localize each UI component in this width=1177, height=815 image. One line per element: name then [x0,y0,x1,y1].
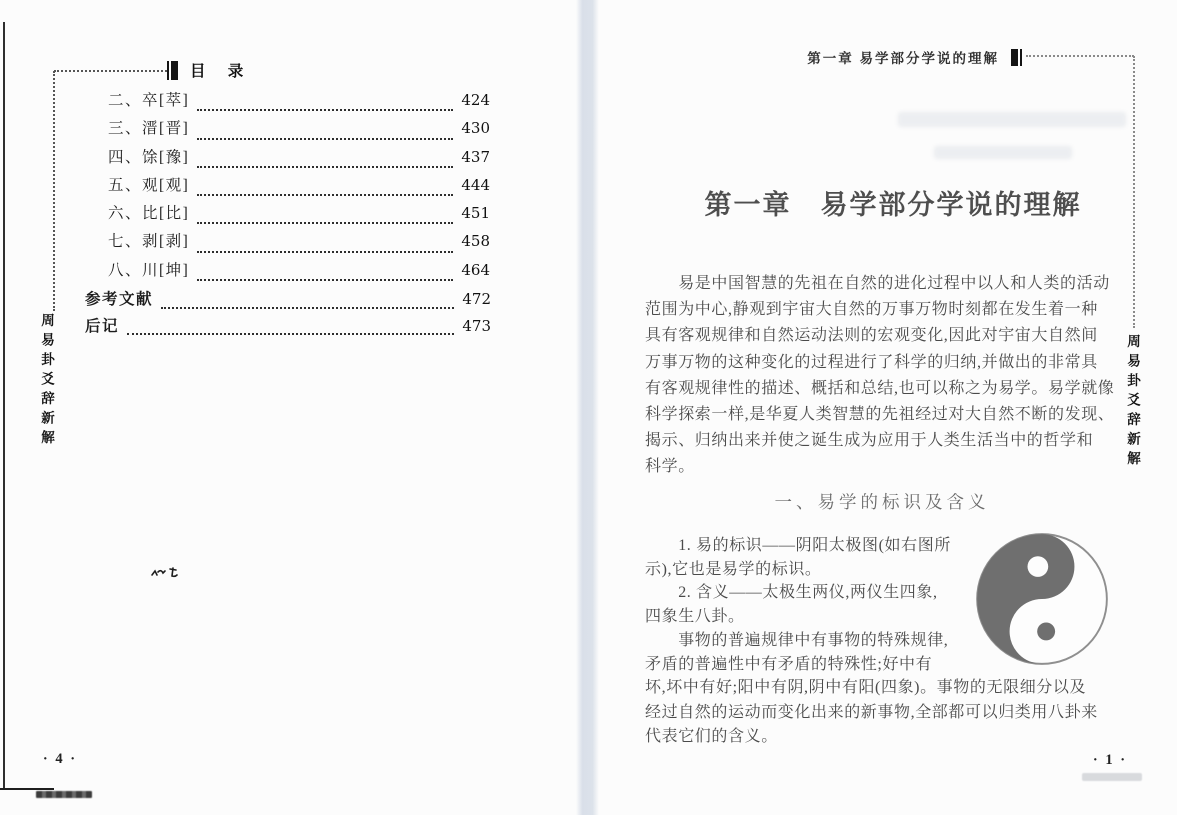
toc-entry-label: 后记 [85,317,120,335]
toc-entry-page: 430 [461,119,490,138]
body-text-line: 揭示、归纳出来并使之诞生成为应用于人类生活当中的哲学和 [645,432,1094,450]
toc-title: 目 录 [190,63,253,80]
body-text-line: 具有客观规律和自然运动法则的宏观变化,因此对宇宙大自然间 [645,327,1098,345]
dot-leader [161,307,454,309]
scan-edge-line [3,22,5,789]
header-bar-icon [1011,49,1018,66]
toc-entry-page: 464 [461,260,490,279]
dotted-rule-horizontal [1026,55,1134,57]
toc-entry-page: 437 [461,147,490,166]
toc-entry-label: 五、观[观] [108,176,190,194]
dot-leader [197,222,453,224]
toc-entry-page: 451 [461,204,490,223]
spine-book-title: 周易卦爻辞新解 [1125,334,1140,471]
body-text-line: 有客观规律性的描述、概括和总结,也可以称之为易学。易学就像 [645,379,1115,397]
toc-entry-page: 473 [462,316,491,335]
body-text-line: 坏,坏中有好;阳中有阴,阴中有阳(四象)。事物的无限细分以及 [645,679,1087,696]
scan-edge-line-bottom [0,788,54,790]
toc-entry [85,314,491,341]
dot-leader [197,194,453,196]
body-text-line: 2. 含义——太极生两仪,两仪生四象, [645,584,938,602]
body-text-line: 范围为中心,静观到宇宙大自然的万事万物时刻都在发生着一种 [645,301,1098,319]
bleedthrough-text-ghost [898,112,1126,127]
section-heading: 一、易学的标识及含义 [774,492,990,512]
running-header [700,47,1022,67]
toc-entry-page: 458 [461,232,490,251]
scan-smudge-right [1082,773,1142,781]
toc-entry [108,229,490,257]
chapter-title: 第一章 易学部分学说的理解 [704,190,1082,220]
toc-entry [108,88,490,116]
body-text-line: 四象生八卦。 [645,608,745,626]
toc-entry-label: 参考文献 [85,291,154,308]
toc-entry-page: 444 [461,175,490,194]
page-gutter-shadow [576,0,599,815]
toc-entry [108,258,490,286]
toc-entry-page: 472 [462,290,491,308]
body-text-line: 科学。 [645,458,695,476]
dot-leader [197,138,453,140]
toc-entry-label: 二、卒[萃] [108,92,190,109]
toc-list [108,88,490,286]
paragraph-beside-figure [645,534,987,676]
paragraph-full-width [645,676,1121,750]
header-bar-icon [1020,49,1022,66]
toc-entry [108,116,490,144]
bleedthrough-text-ghost [934,146,1072,159]
dot-leader [197,279,453,281]
body-text-line: 经过自然的运动而变化出来的新事物,全部都可以归类用八卦来 [645,703,1098,721]
toc-entry-label: 四、馀[豫] [108,148,190,166]
body-text-line: 科学探索一样,是华夏人类智慧的先祖经过对大自然不断的发现、 [645,406,1115,424]
toc-entry-label: 六、比[比] [108,205,190,223]
scan-smudge-left [36,791,92,798]
toc-entry-label: 三、溍[晋] [108,120,190,138]
header-bar-icon [167,61,169,80]
toc-entry [108,201,490,229]
dot-leader [197,251,453,253]
dot-leader [197,109,453,111]
running-header-title: 第一章 易学部分学说的理解 [807,51,999,66]
page-number: · 1 · [1092,752,1128,768]
toc-entry [85,287,491,314]
page-number: · 4 · [42,751,78,767]
header-bar-icon [171,61,178,80]
ink-scribble [150,564,182,580]
toc-header [167,59,252,81]
dotted-frame-horizontal [54,70,167,72]
body-text-line: 示),它也是易学的标识。 [645,560,822,578]
dot-leader [197,166,453,168]
body-text-line: 1. 易的标识——阴阳太极图(如右图所 [645,537,951,554]
spine-book-title: 周易卦爻辞新解 [39,313,54,450]
dot-leader [127,333,454,335]
toc-entry [108,173,490,201]
dotted-rule-vertical [1133,56,1135,328]
toc-entry-label: 八、川[坤] [108,261,190,279]
body-text-line: 事物的普遍规律中有事物的特殊规律, [645,631,949,649]
yin-yang-taiji-icon [962,530,1122,668]
paragraph-intro [645,271,1119,481]
body-text-line: 易是中国智慧的先祖在自然的进化过程中以人和人类的活动 [645,275,1110,292]
body-text-line: 矛盾的普遍性中有矛盾的特殊性;好中有 [645,655,933,673]
toc-entry-label: 七、剥[剥] [108,233,190,251]
toc-list-back-matter [85,287,491,340]
body-text-line: 万事万物的这种变化的过程进行了科学的归纳,并做出的非常具 [645,353,1098,371]
toc-entry-page: 424 [461,91,490,109]
body-text-line: 代表它们的含义。 [645,728,778,746]
toc-entry [108,145,490,173]
dotted-frame-vertical [53,71,55,311]
